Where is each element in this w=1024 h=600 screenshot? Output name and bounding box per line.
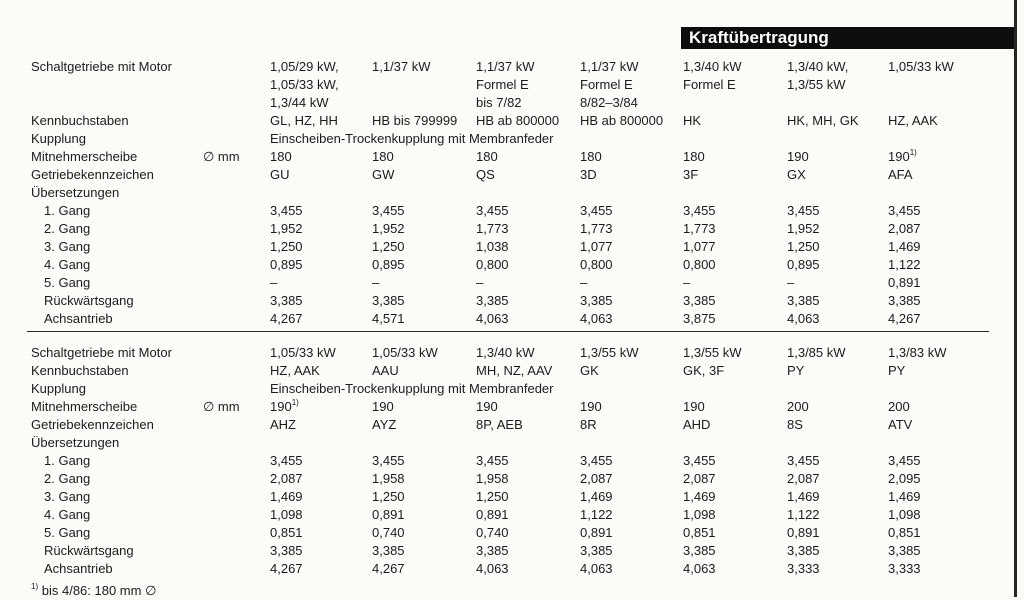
- gear-label: Rückwärtsgang: [44, 293, 134, 308]
- gear-value: 2,087: [580, 471, 613, 486]
- gear-value: 1,469: [580, 489, 613, 504]
- motor-line: 1,3/55 kW: [683, 345, 742, 360]
- getriebe-cell: 8S: [787, 417, 803, 432]
- mitnehmer-cell: [270, 148, 292, 166]
- gear-value: 1,038: [476, 239, 509, 254]
- gear-value: 4,063: [683, 561, 716, 576]
- gear-value: 3,455: [580, 203, 613, 218]
- mitnehmer-cell: [683, 398, 705, 416]
- gear-value: 1,122: [787, 507, 820, 522]
- gear-value: 3,875: [683, 311, 716, 326]
- kenn-cell: HZ, AAK: [888, 113, 938, 128]
- motor-row: [0, 344, 1024, 362]
- gear-value: 4,267: [372, 561, 405, 576]
- gear-value: 0,895: [787, 257, 820, 272]
- mitnehmer-cell: [372, 148, 394, 166]
- motor-line: 1,3/55 kW: [580, 345, 639, 360]
- kenn-cell: PY: [888, 363, 906, 378]
- gear-value: 1,098: [888, 507, 921, 522]
- gear-value: 3,455: [888, 203, 921, 218]
- getriebe-cell: 8P, AEB: [476, 417, 523, 432]
- kenn-cell: PY: [787, 363, 805, 378]
- footnote-marker: 1): [31, 582, 39, 591]
- motor-line: 1,3/85 kW: [787, 345, 846, 360]
- gear-value: 1,469: [888, 239, 921, 254]
- gear-value: 0,891: [372, 507, 405, 522]
- mitnehmer-value: 190: [476, 399, 498, 414]
- gear-value: 1,098: [270, 507, 303, 522]
- mitnehmer-unit: ∅ mm: [203, 399, 240, 414]
- gear-value: 1,952: [270, 221, 303, 236]
- getriebe-row: [0, 166, 1024, 184]
- gear-value: 4,063: [476, 561, 509, 576]
- gear-value: 0,891: [888, 275, 921, 290]
- gear-value: 1,469: [787, 489, 820, 504]
- gear-value: 0,851: [270, 525, 303, 540]
- gear-value: 3,333: [787, 561, 820, 576]
- getriebe-label: Getriebekennzeichen: [31, 417, 154, 432]
- motor-row: [0, 58, 1024, 112]
- getriebe-cell: QS: [476, 167, 495, 182]
- kenn-cell: HB ab 800000: [580, 113, 664, 128]
- gear-value: 1,250: [476, 489, 509, 504]
- motor-line: 1,05/33 kW,: [270, 77, 339, 92]
- gear-value: 3,455: [683, 453, 716, 468]
- kenn-cell: GK, 3F: [683, 363, 725, 378]
- getriebe-cell: 3F: [683, 167, 699, 182]
- footnote-ref: 1): [909, 148, 917, 157]
- gear-value: 4,063: [476, 311, 509, 326]
- gear-label: 5. Gang: [44, 525, 91, 540]
- gear-value: 0,851: [888, 525, 921, 540]
- kupplung-label: Kupplung: [31, 381, 86, 396]
- uebersetzungen-row: [0, 434, 1024, 452]
- motor-line: 1,3/40 kW,: [787, 59, 849, 74]
- kupplung-row: [0, 130, 1024, 148]
- spec-table-1: [0, 58, 1024, 328]
- gear-label: 4. Gang: [44, 257, 91, 272]
- gear-value: 3,385: [683, 543, 716, 558]
- gear-label: 4. Gang: [44, 507, 91, 522]
- mitnehmer-cell: [270, 398, 299, 416]
- getriebe-row: [0, 416, 1024, 434]
- gear-value: 0,800: [580, 257, 613, 272]
- motor-cell: [372, 344, 438, 362]
- kenn-label: Kennbuchstaben: [31, 113, 129, 128]
- mitnehmer-value: 190: [270, 399, 292, 414]
- gear-value: 4,267: [270, 561, 303, 576]
- mitnehmer-cell: [476, 398, 498, 416]
- table-divider: [27, 331, 989, 332]
- getriebe-cell: AHD: [683, 417, 711, 432]
- motor-line: 1,3/55 kW: [787, 77, 846, 92]
- gear-value: 3,455: [476, 203, 509, 218]
- gear-row: [0, 220, 1024, 238]
- motor-cell: [580, 344, 639, 362]
- gear-value: 3,333: [888, 561, 921, 576]
- gear-row: [0, 488, 1024, 506]
- motor-line: 1,3/40 kW: [683, 59, 742, 74]
- getriebe-label: Getriebekennzeichen: [31, 167, 154, 182]
- motor-cell: [270, 58, 339, 112]
- motor-line: Formel E: [683, 77, 736, 92]
- mitnehmer-cell: [787, 148, 809, 166]
- kenn-row: [0, 362, 1024, 380]
- mitnehmer-cell: [683, 148, 705, 166]
- getriebe-cell: AHZ: [270, 417, 296, 432]
- uebersetzungen-label: Übersetzungen: [31, 185, 120, 200]
- gear-row: [0, 560, 1024, 578]
- mitnehmer-cell: [580, 148, 602, 166]
- gear-value: 1,250: [270, 239, 303, 254]
- gear-value: 0,895: [372, 257, 405, 272]
- mitnehmer-cell: [372, 398, 394, 416]
- gear-value: 3,385: [476, 293, 509, 308]
- motor-label: Schaltgetriebe mit Motor: [31, 59, 172, 74]
- gear-row: [0, 470, 1024, 488]
- mitnehmer-value: 200: [787, 399, 809, 414]
- gear-label: Rückwärtsgang: [44, 543, 134, 558]
- gear-label: 3. Gang: [44, 239, 91, 254]
- kenn-cell: MH, NZ, AAV: [476, 363, 553, 378]
- uebersetzungen-label: Übersetzungen: [31, 435, 120, 450]
- kenn-cell: GK: [580, 363, 599, 378]
- gear-row: [0, 452, 1024, 470]
- mitnehmer-value: 180: [476, 149, 498, 164]
- motor-cell: [683, 344, 742, 362]
- gear-value: 4,063: [580, 561, 613, 576]
- gear-label: 2. Gang: [44, 471, 91, 486]
- kenn-row: [0, 112, 1024, 130]
- gear-value: 0,891: [580, 525, 613, 540]
- motor-line: bis 7/82: [476, 95, 522, 110]
- kenn-cell: HZ, AAK: [270, 363, 320, 378]
- gear-row: [0, 524, 1024, 542]
- gear-value: 3,385: [888, 293, 921, 308]
- gear-value: 1,250: [372, 489, 405, 504]
- motor-line: 1,05/33 kW: [888, 59, 954, 74]
- motor-line: Formel E: [580, 77, 633, 92]
- gear-value: 1,958: [476, 471, 509, 486]
- mitnehmer-value: 190: [683, 399, 705, 414]
- getriebe-cell: AYZ: [372, 417, 397, 432]
- gear-value: 3,455: [580, 453, 613, 468]
- gear-value: 3,385: [580, 293, 613, 308]
- gear-value: 1,958: [372, 471, 405, 486]
- getriebe-cell: GW: [372, 167, 395, 182]
- mitnehmer-value: 190: [372, 399, 394, 414]
- kupplung-label: Kupplung: [31, 131, 86, 146]
- gear-value: 0,800: [476, 257, 509, 272]
- motor-cell: [476, 58, 535, 112]
- kupplung-row: [0, 380, 1024, 398]
- mitnehmer-cell: [888, 148, 917, 166]
- motor-line: 1,05/33 kW: [372, 345, 438, 360]
- gear-value: 3,385: [476, 543, 509, 558]
- gear-row: [0, 310, 1024, 328]
- mitnehmer-value: 180: [270, 149, 292, 164]
- gear-value: 1,122: [888, 257, 921, 272]
- motor-line: 8/82–3/84: [580, 95, 638, 110]
- gear-value: 2,087: [270, 471, 303, 486]
- gear-value: 3,385: [270, 293, 303, 308]
- motor-cell: [580, 58, 639, 112]
- mitnehmer-value: 180: [372, 149, 394, 164]
- gear-value: 4,063: [580, 311, 613, 326]
- gear-value: 2,087: [683, 471, 716, 486]
- gear-value: –: [787, 275, 795, 290]
- mitnehmer-value: 180: [580, 149, 602, 164]
- gear-row: [0, 202, 1024, 220]
- gear-row: [0, 542, 1024, 560]
- mitnehmer-label: Mitnehmerscheibe: [31, 399, 138, 414]
- motor-cell: [683, 58, 742, 94]
- kupplung-value: Einscheiben-Trockenkupplung mit Membranfeder: [270, 131, 554, 146]
- motor-line: 1,05/29 kW,: [270, 59, 339, 74]
- gear-value: 4,571: [372, 311, 405, 326]
- getriebe-cell: 8R: [580, 417, 597, 432]
- gear-value: 3,455: [888, 453, 921, 468]
- mitnehmer-value: 200: [888, 399, 910, 414]
- gear-value: 1,952: [787, 221, 820, 236]
- gear-label: 1. Gang: [44, 203, 91, 218]
- gear-value: –: [476, 275, 484, 290]
- kenn-cell: HK: [683, 113, 702, 128]
- gear-label: 5. Gang: [44, 275, 91, 290]
- gear-value: 3,385: [580, 543, 613, 558]
- gear-value: 3,455: [270, 453, 303, 468]
- gear-row: [0, 292, 1024, 310]
- motor-line: 1,1/37 kW: [476, 59, 535, 74]
- gear-value: 3,455: [787, 203, 820, 218]
- mitnehmer-value: 190: [888, 149, 910, 164]
- gear-value: 3,385: [372, 543, 405, 558]
- gear-value: –: [270, 275, 278, 290]
- motor-cell: [476, 344, 535, 362]
- gear-value: 1,250: [787, 239, 820, 254]
- gear-value: 3,385: [888, 543, 921, 558]
- gear-label: Achsantrieb: [44, 561, 113, 576]
- motor-cell: [787, 58, 848, 94]
- kenn-cell: HB bis 799999: [372, 113, 458, 128]
- motor-cell: [888, 344, 947, 362]
- gear-label: 2. Gang: [44, 221, 91, 236]
- gear-value: 4,267: [270, 311, 303, 326]
- gear-value: 1,469: [270, 489, 303, 504]
- gear-value: 3,455: [787, 453, 820, 468]
- motor-cell: [372, 58, 431, 76]
- kenn-cell: AAU: [372, 363, 399, 378]
- gear-value: 0,740: [476, 525, 509, 540]
- motor-cell: [270, 344, 336, 362]
- gear-value: 3,385: [787, 543, 820, 558]
- gear-value: 3,455: [372, 453, 405, 468]
- kenn-label: Kennbuchstaben: [31, 363, 129, 378]
- getriebe-cell: GX: [787, 167, 806, 182]
- gear-value: 3,455: [683, 203, 716, 218]
- mitnehmer-value: 190: [787, 149, 809, 164]
- gear-value: 0,895: [270, 257, 303, 272]
- kenn-cell: GL, HZ, HH: [270, 113, 338, 128]
- gear-value: 2,095: [888, 471, 921, 486]
- gear-label: Achsantrieb: [44, 311, 113, 326]
- gear-value: 1,077: [580, 239, 613, 254]
- section-header: Kraftübertragung: [681, 27, 1014, 49]
- kenn-cell: HK, MH, GK: [787, 113, 859, 128]
- mitnehmer-row: [0, 398, 1024, 416]
- motor-line: 1,05/33 kW: [270, 345, 336, 360]
- getriebe-cell: 3D: [580, 167, 597, 182]
- footnote: [31, 582, 156, 600]
- uebersetzungen-row: [0, 184, 1024, 202]
- gear-value: 2,087: [888, 221, 921, 236]
- kenn-cell: HB ab 800000: [476, 113, 560, 128]
- mitnehmer-unit: ∅ mm: [203, 149, 240, 164]
- gear-row: [0, 238, 1024, 256]
- motor-line: 1,3/44 kW: [270, 95, 329, 110]
- mitnehmer-cell: [888, 398, 910, 416]
- gear-value: –: [372, 275, 380, 290]
- gear-value: 1,469: [683, 489, 716, 504]
- getriebe-cell: AFA: [888, 167, 913, 182]
- motor-line: 1,3/83 kW: [888, 345, 947, 360]
- mitnehmer-cell: [580, 398, 602, 416]
- gear-label: 3. Gang: [44, 489, 91, 504]
- gear-value: 4,063: [787, 311, 820, 326]
- gear-value: 0,891: [787, 525, 820, 540]
- gear-value: 1,098: [683, 507, 716, 522]
- gear-value: 0,740: [372, 525, 405, 540]
- mitnehmer-cell: [787, 398, 809, 416]
- gear-row: [0, 256, 1024, 274]
- gear-value: 1,952: [372, 221, 405, 236]
- mitnehmer-label: Mitnehmerscheibe: [31, 149, 138, 164]
- mitnehmer-row: [0, 148, 1024, 166]
- footnote-text: bis 4/86: 180 mm ∅: [41, 583, 157, 598]
- gear-value: 3,385: [787, 293, 820, 308]
- gear-value: 0,800: [683, 257, 716, 272]
- motor-label: Schaltgetriebe mit Motor: [31, 345, 172, 360]
- mitnehmer-value: 190: [580, 399, 602, 414]
- gear-value: 3,385: [270, 543, 303, 558]
- gear-value: 0,891: [476, 507, 509, 522]
- mitnehmer-cell: [476, 148, 498, 166]
- gear-value: 3,385: [683, 293, 716, 308]
- motor-line: 1,3/40 kW: [476, 345, 535, 360]
- kupplung-value: Einscheiben-Trockenkupplung mit Membranfeder: [270, 381, 554, 396]
- motor-cell: [888, 58, 954, 76]
- gear-value: 1,469: [888, 489, 921, 504]
- gear-value: 2,087: [787, 471, 820, 486]
- gear-value: 1,773: [683, 221, 716, 236]
- gear-value: 1,773: [580, 221, 613, 236]
- gear-value: 0,851: [683, 525, 716, 540]
- gear-value: 1,077: [683, 239, 716, 254]
- gear-value: 3,385: [372, 293, 405, 308]
- footnote-ref: 1): [291, 398, 299, 407]
- motor-line: 1,1/37 kW: [372, 59, 431, 74]
- gear-label: 1. Gang: [44, 453, 91, 468]
- gear-value: 3,455: [372, 203, 405, 218]
- gear-row: [0, 506, 1024, 524]
- gear-value: 4,267: [888, 311, 921, 326]
- gear-value: 3,455: [270, 203, 303, 218]
- gear-row: [0, 274, 1024, 292]
- gear-value: 3,455: [476, 453, 509, 468]
- mitnehmer-value: 180: [683, 149, 705, 164]
- gear-value: –: [580, 275, 588, 290]
- motor-line: Formel E: [476, 77, 529, 92]
- getriebe-cell: ATV: [888, 417, 913, 432]
- spec-table-2: [0, 344, 1024, 578]
- gear-value: 1,773: [476, 221, 509, 236]
- gear-value: 1,122: [580, 507, 613, 522]
- gear-value: –: [683, 275, 691, 290]
- motor-line: 1,1/37 kW: [580, 59, 639, 74]
- motor-cell: [787, 344, 846, 362]
- getriebe-cell: GU: [270, 167, 290, 182]
- gear-value: 1,250: [372, 239, 405, 254]
